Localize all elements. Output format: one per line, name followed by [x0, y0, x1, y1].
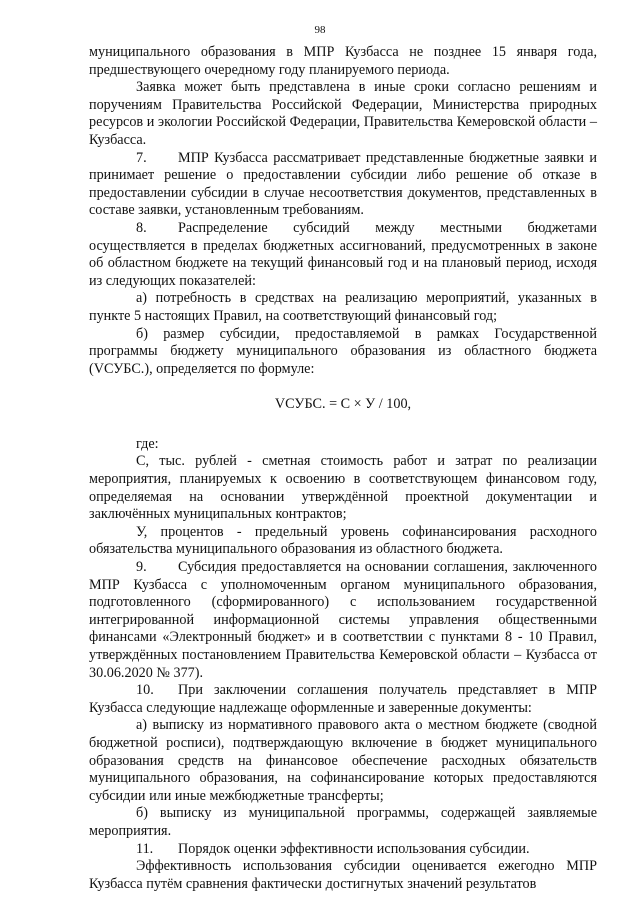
paragraph-number: 10. — [136, 682, 154, 699]
paragraph — [89, 453, 597, 523]
page-number: 98 — [314, 24, 326, 36]
paragraphs-before-formula — [89, 44, 597, 378]
document-body — [89, 44, 597, 893]
paragraph-text: При заключении соглашения получатель представляет в МПР Кузбасса следующие надлежаще оформленные и заверенные документы: — [89, 682, 597, 716]
paragraph-number: 11. — [136, 840, 154, 857]
paragraph-number: 8. — [136, 219, 147, 236]
paragraph-text: б) выписку из муниципальной программы, содержащей заявляемые мероприятия. — [89, 805, 597, 839]
paragraph — [89, 290, 597, 325]
paragraph — [89, 79, 597, 149]
paragraph — [89, 717, 597, 805]
paragraph-text: б) размер субсидии, предоставляемой в рамках Государственной программы бюджету муниципального образования из областного бюджета (VСУБС.), определяется по формуле: — [89, 325, 597, 377]
paragraph — [89, 524, 597, 559]
numbered-paragraph — [89, 150, 597, 220]
paragraph — [89, 858, 597, 893]
paragraph-text: а) выписку из нормативного правового акта о местном бюджете (сводной бюджетной росписи), подтверждающую включение в бюджет муниципального образования средств на финансовое обеспечение расходных обязательств муниципального образования, на софинансирование которых предоставляются субсидии или иные межбюджетные трансферты; — [89, 717, 597, 804]
numbered-paragraph — [89, 220, 597, 290]
paragraph-text: Субсидия предоставляется на основании соглашения, заключенного МПР Кузбасса с уполномоченным органом муниципального образования, подготовленного (сформированного) с использованием государственной интегрированной информационной системы управления общественными финансами «Электронный бюджет» и в соответствии с пунктами 8 - 10 Правил, утверждённых постановлением Правительства Кемеровской области – Кузбасса от 30.06.2020 № 377). — [89, 559, 597, 681]
paragraph — [89, 326, 597, 379]
paragraph-text: Распределение субсидий между местными бюджетами осуществляется в пределах бюджетных ассигнований, предусмотренных в законе об областном бюджете на текущий финансовый год и на плановый период, исходя из следующих показателей: — [89, 219, 597, 289]
numbered-paragraph — [89, 682, 597, 717]
paragraph-text: С, тыс. рублей - сметная стоимость работ и затрат по реализации мероприятия, планируемых к освоению в соответствующем финансовом году, определяемая на основании утверждённой проектной документации и заключённых муниципальных контрактов; — [89, 453, 597, 523]
numbered-paragraph — [89, 841, 597, 859]
paragraphs-after-formula — [89, 436, 597, 893]
paragraph-text: У, процентов - предельный уровень софинансирования расходного обязательства муниципального образования из областного бюджета. — [89, 523, 597, 558]
paragraph-number: 7. — [136, 149, 147, 166]
paragraph-text: Заявка может быть представлена в иные сроки согласно решениям и поручениям Правительства Российской Федерации, Министерства природных ресурсов и экологии Российской Федерации, Правительства Кемеровской области – Кузбасса. — [89, 79, 597, 148]
paragraph-text: МПР Кузбасса рассматривает представленные бюджетные заявки и принимает решение о предоставлении субсидии либо решение об отказе в предоставлении субсидии в случае несоответствия документов, представленных в составе заявки, установленным требованиям. — [89, 149, 597, 219]
numbered-paragraph — [89, 559, 597, 682]
formula: VСУБС. = С × У / 100, — [274, 396, 412, 413]
paragraph-number: 9. — [136, 559, 147, 576]
paragraph-text: а) потребность в средствах на реализацию мероприятий, указанных в пункте 5 настоящих Правил, на соответствующий финансовый год; — [89, 290, 597, 324]
paragraph — [89, 805, 597, 840]
paragraph-text: Порядок оценки эффективности использования субсидии. — [178, 840, 530, 857]
paragraph-text: где: — [136, 435, 159, 452]
paragraph — [89, 436, 597, 454]
paragraph-text: муниципального образования в МПР Кузбасса не позднее 15 января года, предшествующего очередному году планируемого периода. — [89, 44, 597, 78]
paragraph-text: Эффективность использования субсидии оценивается ежегодно МПР Кузбасса путём сравнения фактически достигнутых значений результатов — [89, 858, 597, 892]
paragraph — [89, 44, 597, 79]
